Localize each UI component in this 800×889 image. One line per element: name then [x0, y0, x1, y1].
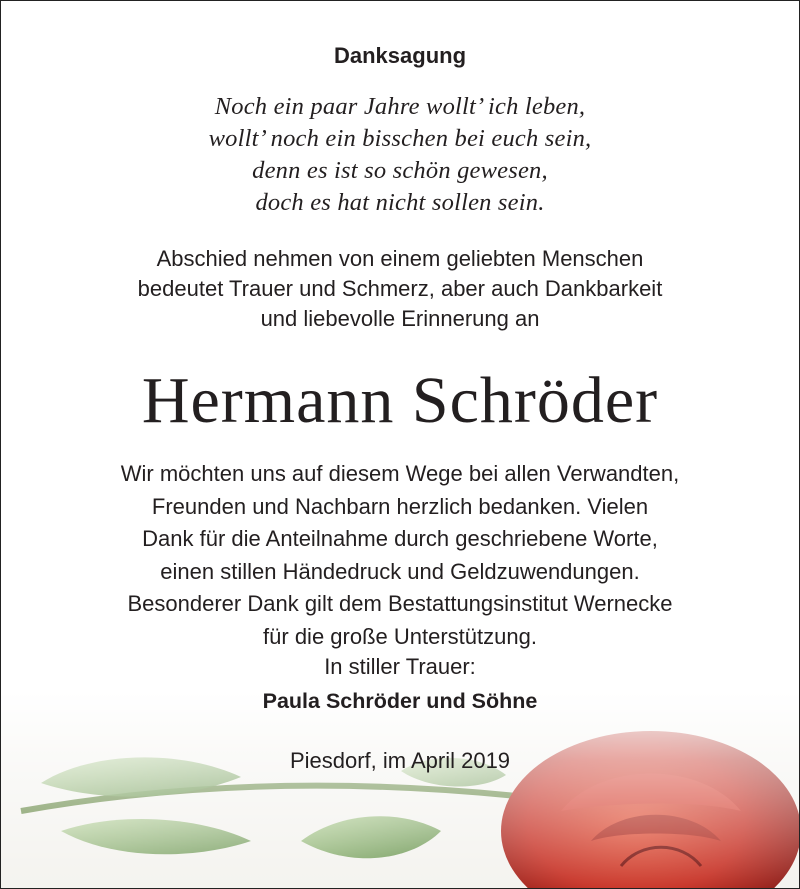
thanks-line: Besonderer Dank gilt dem Bestattungsinstitut Wernecke — [127, 591, 673, 616]
signoff-intro: In stiller Trauer: — [324, 654, 476, 679]
signoff-names: Paula Schröder und Söhne — [262, 689, 538, 713]
thanks-text — [1, 458, 799, 653]
poem-line: Noch ein paar Jahre wollt’ ich leben, — [214, 93, 586, 120]
thanks-line: einen stillen Händedruck und Geldzuwendungen. — [160, 558, 640, 584]
thanks-line: Wir möchten uns auf diesem Wege bei allen Verwandten, — [120, 461, 680, 486]
thanks-line: Freunden und Nachbarn herzlich bedanken. Vielen — [151, 493, 649, 519]
poem-line: doch es hat nicht sollen sein. — [255, 189, 545, 216]
rose-illustration — [1, 691, 799, 889]
place-date: Piesdorf, im April 2019 — [289, 748, 511, 773]
intro-line: und liebevolle Erinnerung an — [260, 306, 540, 331]
poem-line: wollt’ noch ein bisschen bei euch sein, — [208, 125, 592, 152]
poem — [1, 91, 799, 219]
intro-line: bedeutet Trauer und Schmerz, aber auch Dankbarkeit — [137, 276, 663, 301]
notice-heading: Danksagung — [333, 43, 467, 68]
deceased-name: Hermann Schröder — [141, 364, 659, 437]
intro-line: Abschied nehmen von einem geliebten Menschen — [156, 246, 644, 271]
thanks-line: Dank für die Anteilnahme durch geschriebene Worte, — [142, 526, 658, 551]
poem-line: denn es ist so schön gewesen, — [252, 157, 548, 184]
intro-text — [1, 244, 799, 334]
thanks-line: für die große Unterstützung. — [263, 623, 537, 649]
